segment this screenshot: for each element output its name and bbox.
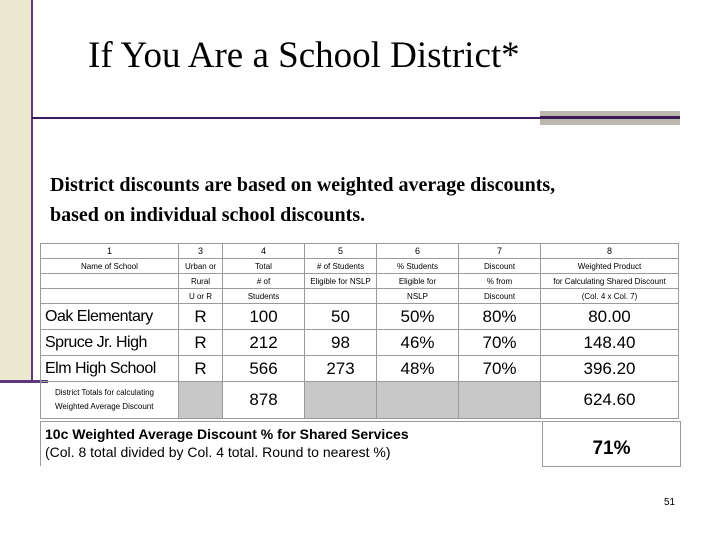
school-name: Oak Elementary [41,304,179,330]
title-rule [32,117,542,119]
urban-rural: R [179,356,223,382]
slide-title: If You Are a School District* [88,35,520,76]
header-cell: (Col. 4 x Col. 7) [541,289,679,304]
table-row [41,330,679,356]
colnum-8: 8 [541,244,679,259]
header-row-2 [41,274,679,289]
header-cell: # of Students [305,259,377,274]
header-cell: Discount [459,259,541,274]
shaded-cell [377,382,459,419]
colnum-1: 1 [41,244,179,259]
weighted-product: 396.20 [541,356,679,382]
header-cell: for Calculating Shared Discount [541,274,679,289]
total-students: 100 [223,304,305,330]
nslp-students: 50 [305,304,377,330]
side-band [0,0,32,382]
nslp-percent: 50% [377,304,459,330]
side-rule [31,0,33,382]
header-cell: U or R [179,289,223,304]
discount-table [40,243,679,419]
colnum-6: 6 [377,244,459,259]
header-row-3 [41,289,679,304]
discount-percent: 70% [459,356,541,382]
header-cell: Urban or [179,259,223,274]
shaded-cell [179,382,223,419]
colnum-4: 4 [223,244,305,259]
header-cell [305,289,377,304]
header-cell: Name of School [41,259,179,274]
total-students: 566 [223,356,305,382]
totals-label-line-1: District Totals for calculating [55,388,154,397]
total-students-sum: 878 [223,382,305,419]
footer-line-2: (Col. 8 total divided by Col. 4 total. Round to nearest %) [45,444,391,460]
result-value: 71% [592,438,631,459]
header-cell: Students [223,289,305,304]
weighted-product: 80.00 [541,304,679,330]
shaded-cell [305,382,377,419]
discount-spreadsheet [40,243,680,473]
page-number: 51 [664,497,676,508]
header-cell: % from [459,274,541,289]
body-line-1: District discounts are based on weighted average discounts, [50,174,556,196]
header-cell: Weighted Product [541,259,679,274]
header-cell: % Students [377,259,459,274]
total-students: 212 [223,330,305,356]
weighted-product: 148.40 [541,330,679,356]
body-text [50,170,555,230]
colnum-3: 3 [179,244,223,259]
header-cell: NSLP [377,289,459,304]
nslp-percent: 48% [377,356,459,382]
shaded-cell [459,382,541,419]
urban-rural: R [179,330,223,356]
totals-label [41,382,179,419]
shared-discount-result [542,421,681,467]
totals-label-line-2: Weighted Average Discount [55,402,154,411]
school-name: Elm High School [41,356,179,382]
totals-row [41,382,679,419]
footer-line-1: 10c Weighted Average Discount % for Shared Services [45,426,409,442]
nslp-percent: 46% [377,330,459,356]
nslp-students: 98 [305,330,377,356]
colnum-7: 7 [459,244,541,259]
nslp-students: 273 [305,356,377,382]
header-cell: Rural [179,274,223,289]
school-name: Spruce Jr. High [41,330,179,356]
table-row [41,356,679,382]
weighted-product-sum: 624.60 [541,382,679,419]
colnum-5: 5 [305,244,377,259]
discount-percent: 80% [459,304,541,330]
header-cell: # of [223,274,305,289]
body-line-2: based on individual school discounts. [50,204,366,226]
header-cell [41,289,179,304]
header-cell: Discount [459,289,541,304]
urban-rural: R [179,304,223,330]
header-cell [41,274,179,289]
shared-discount-footer [40,421,541,466]
title-rule-accent [540,116,680,119]
header-column-numbers [41,244,679,259]
header-cell: Total [223,259,305,274]
header-cell: Eligible for [377,274,459,289]
discount-percent: 70% [459,330,541,356]
header-cell: Eligible for NSLP [305,274,377,289]
header-row-1 [41,259,679,274]
table-row [41,304,679,330]
